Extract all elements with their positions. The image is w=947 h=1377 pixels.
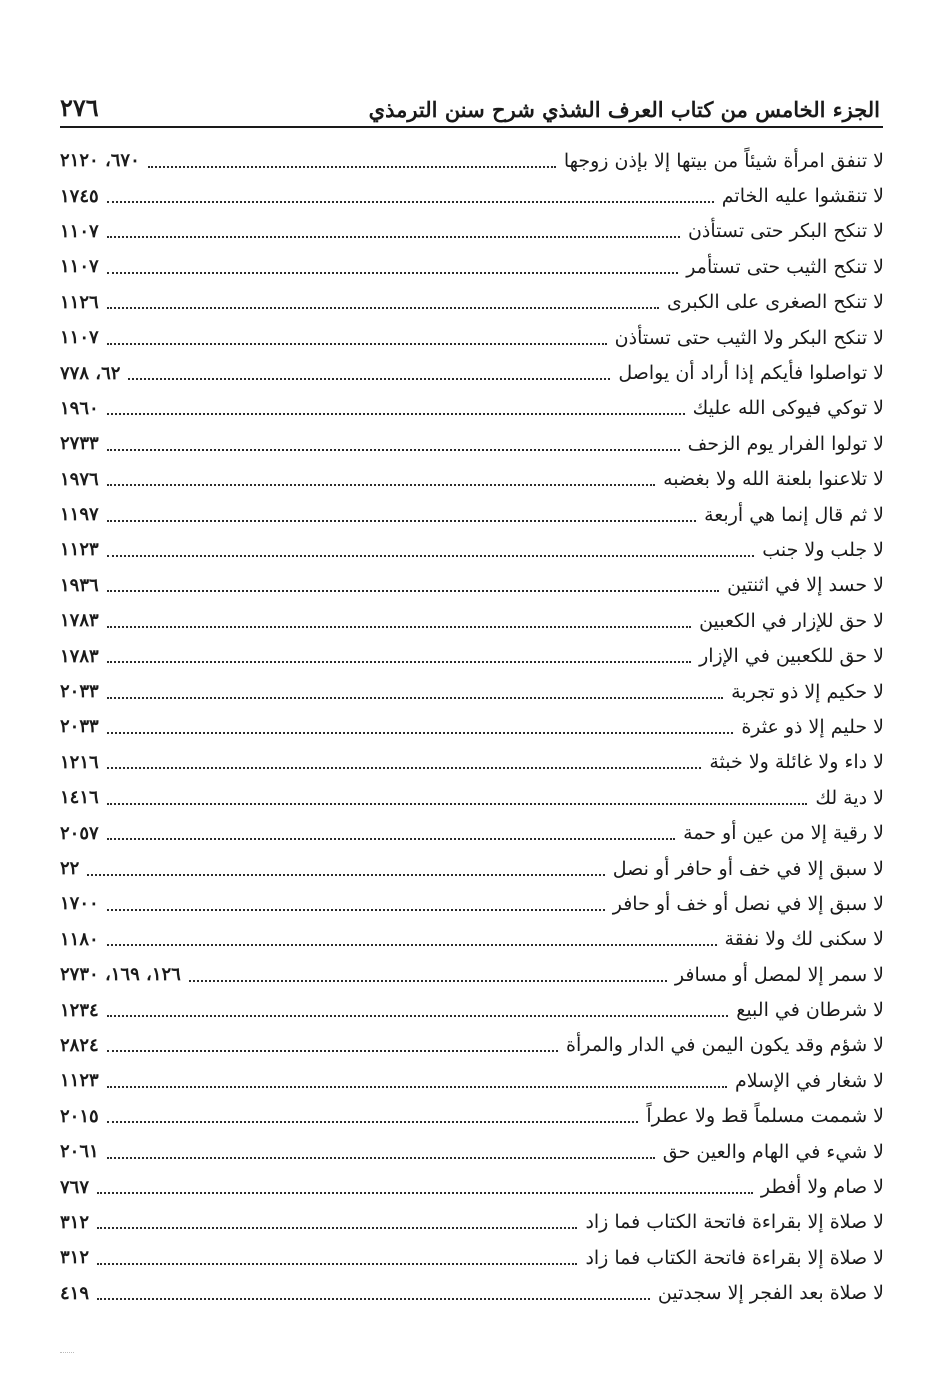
header-rule xyxy=(60,126,883,128)
dot-leader xyxy=(189,980,667,982)
index-entry xyxy=(60,780,884,815)
index-entry-list xyxy=(60,143,884,1311)
entry-page-ref: ١٢٦، ١٦٩، ٢٧٣٠ xyxy=(60,964,181,986)
dot-leader xyxy=(107,307,659,309)
entry-hadith-text: لا ثم قال إنما هي أربعة xyxy=(704,503,884,526)
entry-page-ref: ١٢١٦ xyxy=(60,751,99,773)
index-entry xyxy=(60,320,884,355)
index-entry xyxy=(60,1099,884,1134)
entry-page-ref: ٦٢، ٧٧٨ xyxy=(60,362,121,384)
entry-hadith-text: لا سبق إلا في خف أو حافر أو نصل xyxy=(612,857,884,880)
entry-page-ref: ٢٠١٥ xyxy=(60,1105,99,1127)
entry-page-ref: ١٧٨٣ xyxy=(60,645,99,667)
entry-hadith-text: لا سكنى لك ولا نفقة xyxy=(724,928,884,951)
entry-page-ref: ١٧٠٠ xyxy=(60,893,99,915)
dot-leader xyxy=(107,1121,639,1123)
entry-page-ref: ٧٦٧ xyxy=(60,1176,90,1198)
entry-page-ref: ٢٨٢٤ xyxy=(60,1034,99,1056)
index-entry xyxy=(60,886,884,921)
index-entry xyxy=(60,745,884,780)
index-entry xyxy=(60,568,884,603)
entry-page-ref: ١٩٧٦ xyxy=(60,468,99,490)
entry-hadith-text: لا صلاة إلا بقراءة فاتحة الكتاب فما زاد xyxy=(585,1211,884,1234)
index-entry xyxy=(60,214,884,249)
index-entry xyxy=(60,462,884,497)
index-entry xyxy=(60,1063,884,1098)
dot-leader xyxy=(107,626,691,628)
dot-leader xyxy=(107,697,723,699)
entry-hadith-text: لا تنكح الصغرى على الكبرى xyxy=(667,291,884,314)
index-entry xyxy=(60,992,884,1027)
entry-page-ref: ١٧٨٣ xyxy=(60,610,99,632)
index-entry xyxy=(60,1169,884,1204)
entry-hadith-text: لا تنكح البكر حتى تستأذن xyxy=(687,220,884,243)
entry-page-ref: ٣١٢ xyxy=(60,1247,90,1269)
index-entry xyxy=(60,1205,884,1240)
entry-page-ref: ١١٢٣ xyxy=(60,1070,99,1092)
dot-leader xyxy=(107,590,719,592)
entry-page-ref: ٦٧٠، ٢١٢٠ xyxy=(60,150,140,172)
entry-hadith-text: لا صام ولا أفطر xyxy=(760,1176,884,1199)
dot-leader xyxy=(97,1192,753,1194)
dot-leader xyxy=(107,520,696,522)
index-entry xyxy=(60,355,884,390)
entry-hadith-text: لا حق للكعبين في الإزار xyxy=(699,645,884,668)
entry-page-ref: ١٤١٦ xyxy=(60,787,99,809)
index-entry xyxy=(60,957,884,992)
index-entry xyxy=(60,178,884,213)
running-title: الجزء الخامس من كتاب العرف الشذي شرح سنن الترمذي xyxy=(368,97,880,122)
entry-page-ref: ١١٢٣ xyxy=(60,539,99,561)
entry-page-ref: ٢٧٣٣ xyxy=(60,433,99,455)
entry-hadith-text: لا صلاة بعد الفجر إلا سجدتين xyxy=(657,1282,884,1305)
entry-hadith-text: لا سبق إلا في نصل أو خف أو حافر xyxy=(612,892,884,915)
page-number: ٢٧٦ xyxy=(60,93,99,122)
dot-leader xyxy=(97,1263,577,1265)
dot-leader xyxy=(87,874,604,876)
entry-page-ref: ١١٠٧ xyxy=(60,327,99,349)
index-entry xyxy=(60,426,884,461)
dot-leader xyxy=(107,1050,558,1052)
entry-hadith-text: لا شرطان في البيع xyxy=(736,999,884,1022)
dot-leader xyxy=(107,838,675,840)
index-entry xyxy=(60,249,884,284)
entry-hadith-text: لا سمر إلا لمصل أو مسافر xyxy=(674,963,884,986)
entry-page-ref: ١٩٦٠ xyxy=(60,397,99,419)
entry-hadith-text: لا حكيم إلا ذو تجربة xyxy=(731,680,884,703)
dot-leader xyxy=(97,1227,577,1229)
entry-page-ref: ٤١٩ xyxy=(60,1282,90,1304)
page-header xyxy=(60,82,880,122)
entry-page-ref: ٢٠٣٣ xyxy=(60,681,99,703)
entry-hadith-text: لا حسد إلا في اثنتين xyxy=(727,574,884,597)
index-entry xyxy=(60,1134,884,1169)
entry-page-ref: ٢٠٥٧ xyxy=(60,822,99,844)
dot-leader xyxy=(148,166,556,168)
entry-page-ref: ١١٠٧ xyxy=(60,220,99,242)
dot-leader xyxy=(107,413,685,415)
index-entry xyxy=(60,1028,884,1063)
entry-page-ref: ١١٠٧ xyxy=(60,256,99,278)
index-entry xyxy=(60,674,884,709)
dot-leader xyxy=(107,944,717,946)
dot-leader xyxy=(107,1086,727,1088)
entry-hadith-text: لا تنكح الثيب حتى تستأمر xyxy=(686,255,884,278)
entry-page-ref: ٢٢ xyxy=(60,858,80,879)
entry-hadith-text: لا حق للإزار في الكعبين xyxy=(699,609,884,632)
entry-page-ref: ٢٠٣٣ xyxy=(60,716,99,738)
entry-hadith-text: لا تنقشوا عليه الخاتم xyxy=(721,185,884,208)
dot-leader xyxy=(107,555,755,557)
entry-page-ref: ١٢٣٤ xyxy=(60,999,99,1021)
dot-leader xyxy=(107,732,734,734)
entry-page-ref: ١١٨٠ xyxy=(60,928,99,950)
dot-leader xyxy=(107,343,607,345)
entry-hadith-text: لا تواصلوا فأيكم إذا أراد أن يواصل xyxy=(618,362,884,385)
index-entry xyxy=(60,497,884,532)
entry-hadith-text: لا دية لك xyxy=(815,786,884,809)
index-entry xyxy=(60,922,884,957)
dot-leader xyxy=(107,909,605,911)
entry-page-ref: ١٩٣٦ xyxy=(60,574,99,596)
dot-leader xyxy=(128,378,610,380)
dot-leader xyxy=(107,767,702,769)
dot-leader xyxy=(107,1157,655,1159)
entry-hadith-text: لا حليم إلا ذو عثرة xyxy=(741,715,884,738)
dot-leader xyxy=(107,661,691,663)
entry-hadith-text: لا تنفق امرأة شيئاً من بيتها إلا بإذن زوجها xyxy=(563,149,884,172)
index-entry xyxy=(60,709,884,744)
entry-hadith-text: لا جلب ولا جنب xyxy=(762,538,884,561)
entry-hadith-text: لا تلاعنوا بلعنة الله ولا بغضبه xyxy=(663,468,884,491)
index-entry xyxy=(60,391,884,426)
index-entry xyxy=(60,1276,884,1311)
index-entry xyxy=(60,815,884,850)
dot-leader xyxy=(107,803,808,805)
entry-hadith-text: لا شممت مسلماً قط ولا عطراً xyxy=(646,1105,884,1128)
entry-page-ref: ٣١٢ xyxy=(60,1211,90,1233)
entry-hadith-text: لا توكي فيوكى الله عليك xyxy=(692,397,884,420)
index-entry xyxy=(60,1240,884,1275)
dot-leader xyxy=(107,236,680,238)
dot-leader xyxy=(97,1298,650,1300)
dot-leader xyxy=(107,201,714,203)
entry-page-ref: ١١٩٧ xyxy=(60,504,99,526)
entry-hadith-text: لا داء ولا غائلة ولا خبثة xyxy=(709,751,884,774)
entry-hadith-text: لا تنكح البكر ولا الثيب حتى تستأذن xyxy=(614,326,884,349)
index-entry xyxy=(60,638,884,673)
entry-page-ref: ١١٢٦ xyxy=(60,291,99,313)
index-entry xyxy=(60,851,884,886)
index-entry xyxy=(60,603,884,638)
entry-page-ref: ١٧٤٥ xyxy=(60,185,99,207)
entry-hadith-text: لا شؤم وقد يكون اليمن في الدار والمرأة xyxy=(566,1034,884,1057)
entry-page-ref: ٢٠٦١ xyxy=(60,1141,99,1163)
index-entry xyxy=(60,285,884,320)
dot-leader xyxy=(107,1015,729,1017)
dot-leader xyxy=(107,484,655,486)
index-entry xyxy=(60,143,884,178)
index-entry xyxy=(60,532,884,567)
entry-hadith-text: لا صلاة إلا بقراءة فاتحة الكتاب فما زاد xyxy=(585,1246,884,1269)
dot-leader xyxy=(107,272,679,274)
entry-hadith-text: لا شيء في الهام والعين حق xyxy=(662,1140,884,1163)
entry-hadith-text: لا تولوا الفرار يوم الزحف xyxy=(687,432,884,455)
entry-hadith-text: لا رقية إلا من عين أو حمة xyxy=(683,822,884,845)
dot-leader xyxy=(107,449,680,451)
entry-hadith-text: لا شغار في الإسلام xyxy=(734,1069,884,1092)
page-speck xyxy=(60,1352,74,1353)
